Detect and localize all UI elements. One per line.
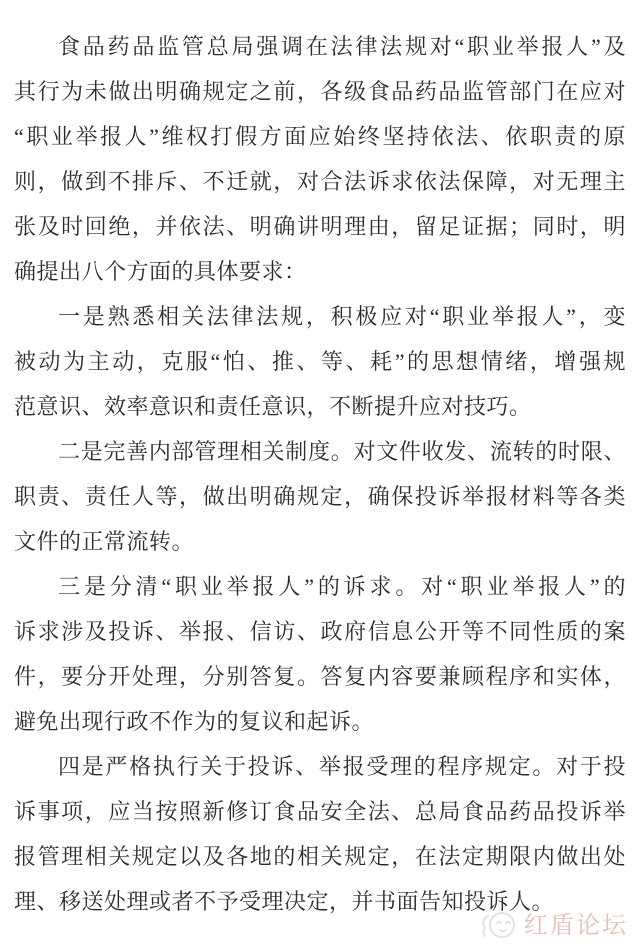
text-line: 避免出现行政不作为的复议和起诉。 xyxy=(14,709,375,734)
text-line: 二是完善内部管理相关制度。对文件收发、流转的时限、 xyxy=(58,439,626,464)
paragraph-1 xyxy=(14,24,626,294)
text-line: 件，要分开处理，分别答复。答复内容要兼顾程序和实体， xyxy=(14,664,626,689)
paragraph-2 xyxy=(14,294,626,429)
paragraph-4 xyxy=(14,564,626,744)
text-line: 则，做到不排斥、不迁就，对合法诉求依法保障，对无理主 xyxy=(14,169,626,194)
text-line: 食品药品监管总局强调在法律法规对“职业举报人”及 xyxy=(58,34,626,59)
paragraph-5 xyxy=(14,744,626,924)
text-line: “职业举报人”维权打假方面应始终坚持依法、依职责的原 xyxy=(14,124,626,149)
text-line: 四是严格执行关于投诉、举报受理的程序规定。对于投 xyxy=(58,754,626,779)
paragraph-3 xyxy=(14,429,626,564)
text-line: 范意识、效率意识和责任意识，不断提升应对技巧。 xyxy=(14,394,532,419)
text-line: 三是分清“职业举报人”的诉求。对“职业举报人”的 xyxy=(58,574,626,599)
watermark-label: 红盾论坛 xyxy=(524,913,628,939)
text-line: 其行为未做出明确规定之前，各级食品药品监管部门在应对 xyxy=(14,79,626,104)
text-line: 被动为主动，克服“怕、推、等、耗”的思想情绪，增强规 xyxy=(14,349,626,374)
text-line: 诉事项，应当按照新修订食品安全法、总局食品药品投诉举 xyxy=(14,799,626,824)
text-line: 一是熟悉相关法律法规，积极应对“职业举报人”，变 xyxy=(58,304,626,329)
text-line: 理、移送处理或者不予受理决定，并书面告知投诉人。 xyxy=(14,889,555,914)
text-line: 张及时回绝，并依法、明确讲明理由，留足证据；同时，明 xyxy=(14,214,626,239)
text-line: 文件的正常流转。 xyxy=(14,529,195,554)
text-line: 诉求涉及投诉、举报、信访、政府信息公开等不同性质的案 xyxy=(14,619,626,644)
text-line: 职责、责任人等，做出明确规定，确保投诉举报材料等各类 xyxy=(14,484,626,509)
document-body xyxy=(14,24,626,924)
text-line: 报管理相关规定以及各地的相关规定，在法定期限内做出处 xyxy=(14,844,626,869)
text-line: 确提出八个方面的具体要求： xyxy=(14,259,307,284)
